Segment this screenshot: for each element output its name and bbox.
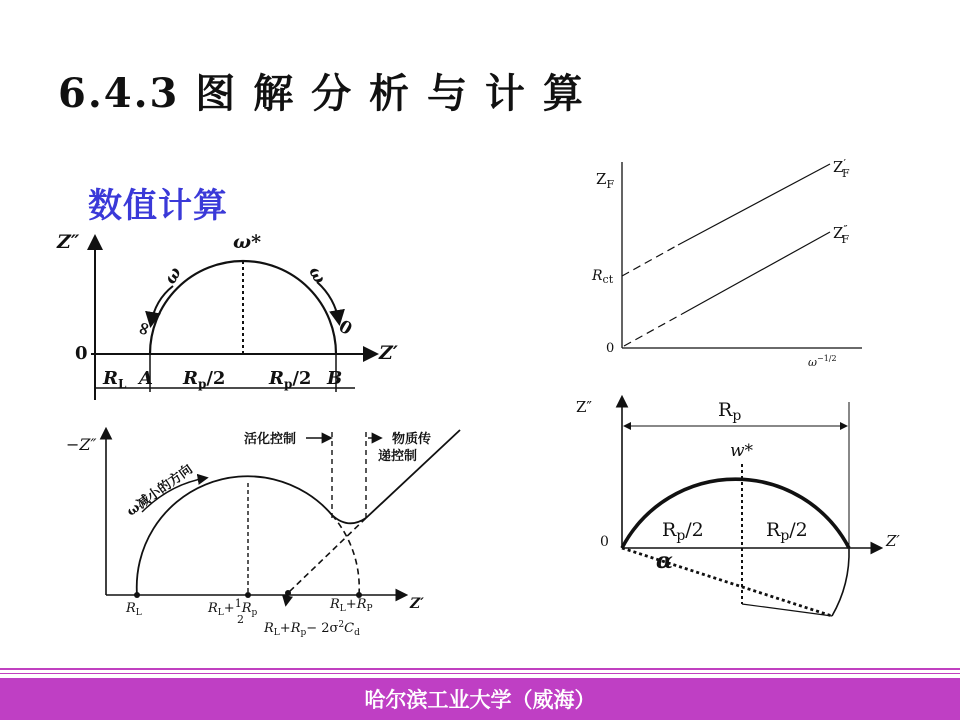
d4-arc-lower — [832, 548, 849, 616]
d4-peak-label: w* — [730, 441, 754, 461]
d2-warburg-extension — [288, 518, 366, 593]
footer-divider-bottom — [0, 673, 960, 674]
d2-direction-label: ω减小的方向 — [124, 461, 196, 520]
d2-transition-curve — [332, 515, 366, 523]
d4-rp-right-label: $R_p/2$ — [766, 519, 808, 544]
d2-rl-label: $R_L$ — [126, 601, 142, 618]
d1-peak-label: ω* — [233, 231, 262, 253]
d1-rp-right: $R_p/2$ — [269, 368, 312, 391]
d1-omega-left: ω — [160, 263, 186, 288]
d1-point-b: B — [327, 368, 343, 389]
d1-point-a: A — [139, 368, 153, 389]
d1-rl-label: $R_L$ — [103, 368, 127, 391]
nyquist-semicircle-diagram — [55, 228, 405, 400]
d3-rct-label: $R_{ct}$ — [592, 268, 614, 286]
d2-bottom-label: $R_L+R_p- 2\sigma^2C_d$ — [264, 620, 360, 638]
d2-point-mid — [245, 592, 251, 598]
d2-y-label: −Z″ — [66, 435, 97, 454]
d1-zero-right: 0 — [335, 316, 356, 340]
d2-mass-transfer-label-1: 物质传 — [392, 432, 432, 447]
d2-right-label: $R_L+R_P$ — [330, 597, 373, 614]
d2-activation-label: 活化控制 — [244, 432, 297, 447]
d1-left-arrow — [151, 286, 173, 324]
d3-origin-label: 0 — [606, 341, 615, 356]
d3-y-label: $Z_F$ — [596, 170, 615, 191]
d3-line-real-dashed — [622, 245, 678, 276]
slide-title: 6.4.3 图 解 分 析 与 计 算 — [58, 70, 585, 117]
d4-chord-dotted — [622, 548, 832, 616]
d4-arc — [622, 479, 849, 548]
footer-institution: 哈尔滨工业大学（威海） — [364, 688, 596, 712]
d2-point-rl — [134, 592, 140, 598]
d2-semicircle-dashed — [332, 515, 359, 595]
d4-x-label: Z′ — [886, 532, 900, 550]
d3-line-imag-label: Z″ F — [833, 223, 850, 246]
d4-y-label: Z″ — [576, 398, 593, 416]
footer-divider-top — [0, 668, 960, 670]
d4-rp-top-label: $R_p$ — [718, 399, 742, 424]
warburg-nyquist-diagram — [60, 420, 470, 655]
d4-alpha-label: α — [656, 548, 673, 574]
d2-point-intercept — [285, 590, 291, 596]
d1-origin-label: 0 — [75, 343, 88, 364]
d1-rp-left: $R_p/2$ — [183, 368, 226, 391]
d3-line-real — [678, 164, 830, 245]
d4-radius-right — [742, 604, 832, 616]
d4-rp-left-label: $R_p/2$ — [662, 519, 704, 544]
d1-x-label: Z′ — [379, 342, 398, 364]
randles-plot-diagram — [590, 150, 865, 375]
d1-infinity-label: ∞ — [131, 318, 156, 339]
d1-y-label: Z″ — [57, 231, 80, 253]
d2-mid-label-den: 2 — [237, 613, 244, 626]
d3-line-imag — [682, 232, 830, 314]
d1-omega-right: ω — [304, 263, 330, 288]
d2-mass-transfer-label-2: 递控制 — [378, 449, 418, 464]
d4-origin-label: 0 — [600, 534, 609, 550]
d3-line-imag-dashed — [624, 314, 682, 346]
section-subtitle: 数值计算 — [88, 186, 228, 226]
d3-line-real-label: Z′ F — [833, 157, 850, 180]
d3-x-label: $\omega^{-1/2}$ — [808, 354, 837, 369]
d2-x-label: Z′ — [410, 596, 424, 612]
d2-mid-label: $R_L+^1R_p$ — [208, 597, 258, 618]
depressed-semicircle-diagram — [570, 390, 910, 650]
